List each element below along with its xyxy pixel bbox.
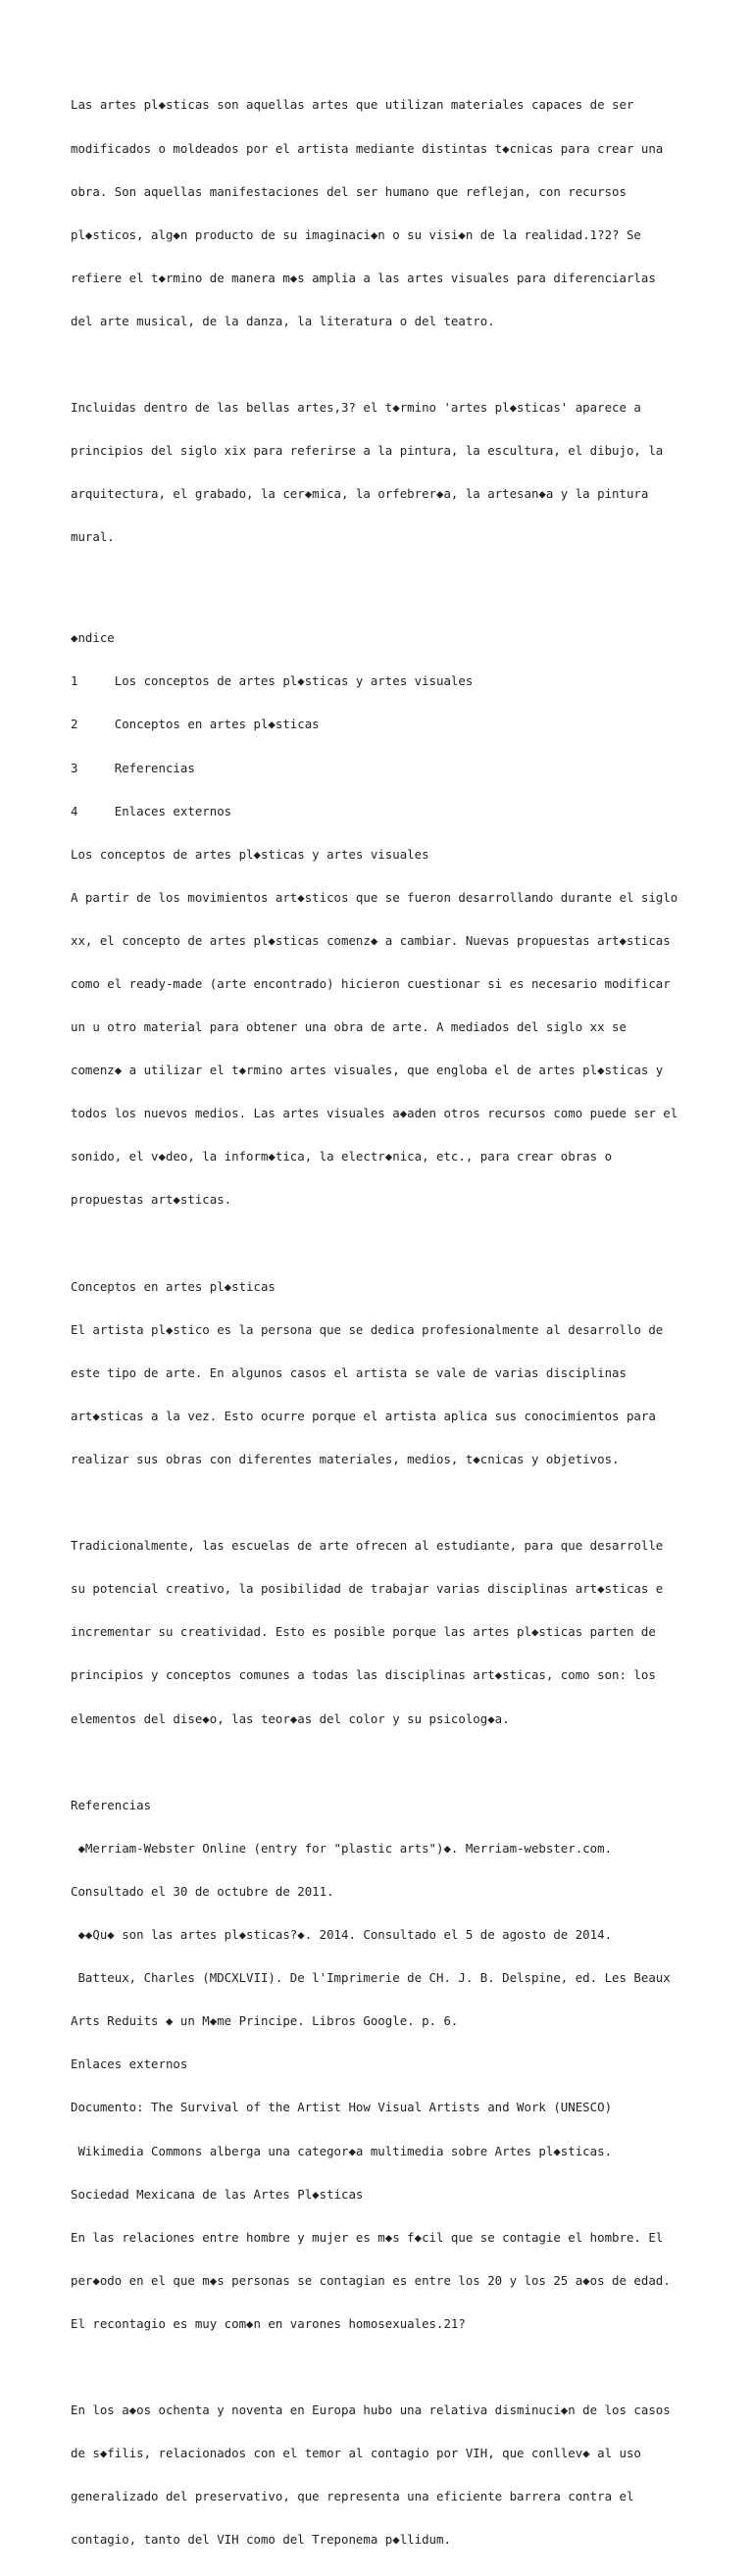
- paragraph-bellas-artes: [71, 372, 698, 574]
- toc-item: 3 Referencias: [71, 760, 195, 775]
- section-heading: Referencias: [71, 1797, 152, 1812]
- text-line: Las artes pl◆sticas son aquellas artes que utilizan materiales capaces de ser: [71, 97, 634, 113]
- paragraph-sifilis: [71, 2375, 698, 2576]
- text-line: A partir de los movimientos art◆sticos que se fueron desarrollando durante el siglo: [71, 889, 678, 905]
- section-referencias: [71, 1769, 698, 2360]
- text-line: este tipo de arte. En algunos casos el artista se vale de varias disciplinas: [71, 1364, 627, 1380]
- text-line: realizar sus obras con diferentes materiales, medios, t◆cnicas y objetivos.: [71, 1452, 620, 1467]
- toc-item: 2 Conceptos en artes pl◆sticas: [71, 717, 320, 732]
- text-line: generalizado del preservativo, que representa una eficiente barrera contra el: [71, 2489, 634, 2504]
- text-line: El recontagio es muy com◆n en varones homosexuales.21?: [71, 2315, 466, 2331]
- paragraph-spacer: [71, 1237, 698, 1252]
- paragraph-spacer: [71, 358, 698, 372]
- text-line: per◆odo en el que m◆s personas se contagian es entre los 20 y los 25 a◆os de edad.: [71, 2272, 671, 2288]
- paragraph-spacer: [71, 1496, 698, 1511]
- section-heading: Los conceptos de artes pl◆sticas y artes visuales: [71, 846, 429, 862]
- reference-item: Consultado el 30 de octubre de 2011.: [71, 1883, 334, 1899]
- text-line: refiere el t◆rmino de manera m◆s amplia a las artes visuales para diferenciarlas: [71, 270, 656, 285]
- section-conceptos: [71, 1251, 698, 1496]
- text-line: Tradicionalmente, las escuelas de arte ofrecen al estudiante, para que desarrolle: [71, 1538, 664, 1554]
- text-line: arquitectura, el grabado, la cer◆mica, la orfebrer◆a, la artesan◆a y la pintura: [71, 486, 649, 502]
- text-line: pl◆sticos, alg◆n producto de su imaginaci◆n o su visi◆n de la realidad.1?2? Se: [71, 226, 641, 242]
- text-line: del arte musical, de la danza, la literatura o del teatro.: [71, 313, 495, 328]
- text-line: un u otro material para obtener una obra de arte. A mediados del siglo xx se: [71, 1019, 627, 1035]
- toc-item: 1 Los conceptos de artes pl◆sticas y artes visuales: [71, 673, 474, 689]
- text-line: su potencial creativo, la posibilidad de trabajar varias disciplinas art◆sticas e: [71, 1581, 664, 1597]
- document-page: [71, 70, 698, 2576]
- paragraph-spacer: [71, 1756, 698, 1770]
- paragraph-tradicionalmente: [71, 1511, 698, 1756]
- toc-item: 4 Enlaces externos: [71, 803, 232, 818]
- text-line: sonido, el v◆deo, la inform◆tica, la electr◆nica, etc., para crear obras o: [71, 1149, 613, 1164]
- text-line: Incluidas dentro de las bellas artes,3? el t◆rmino 'artes pl◆sticas' aparece a: [71, 400, 641, 416]
- text-line: obra. Son aquellas manifestaciones del ser humano que reflejan, con recursos: [71, 183, 627, 199]
- external-link-item: Sociedad Mexicana de las Artes Pl◆sticas: [71, 2186, 364, 2202]
- paragraph-intro: [71, 70, 698, 358]
- reference-item: Arts Reduits ◆ un M◆me Principe. Libros Google. p. 6.: [71, 2013, 459, 2029]
- text-line: contagio, tanto del VIH como del Treponema p◆llidum.: [71, 2532, 451, 2548]
- text-line: de s◆filis, relacionados con el temor al contagio por VIH, que conllev◆ al uso: [71, 2446, 641, 2461]
- text-line: art◆sticas a la vez. Esto ocurre porque el artista aplica sus conocimientos para: [71, 1408, 656, 1423]
- text-line: En las relaciones entre hombre y mujer es m◆s f◆cil que se contagie el hombre. El: [71, 2229, 664, 2245]
- text-line: incrementar su creatividad. Esto es posible porque las artes pl◆sticas parten de: [71, 1624, 656, 1640]
- text-line: El artista pl◆stico es la persona que se dedica profesionalmente al desarrollo de: [71, 1321, 664, 1337]
- reference-item: ◆◆Qu◆ son las artes pl◆sticas?◆. 2014. Consultado el 5 de agosto de 2014.: [71, 1927, 613, 1943]
- text-line: mural.: [71, 529, 115, 545]
- text-line: En los a◆os ochenta y noventa en Europa hubo una relativa disminuci◆n de los casos: [71, 2403, 671, 2418]
- text-line: elementos del dise◆o, las teor◆as del color y su psicolog◆a.: [71, 1710, 510, 1726]
- text-line: como el ready-made (arte encontrado) hicieron cuestionar si es necesario modificar: [71, 975, 671, 991]
- section-heading: Conceptos en artes pl◆sticas: [71, 1278, 276, 1294]
- text-line: propuestas art◆sticas.: [71, 1192, 232, 1208]
- reference-item: ◆Merriam-Webster Online (entry for "plastic arts")◆. Merriam-webster.com.: [71, 1840, 613, 1856]
- section-heading: Enlaces externos: [71, 2056, 188, 2072]
- text-line: xx, el concepto de artes pl◆sticas comenz◆ a cambiar. Nuevas propuestas art◆sticas: [71, 932, 671, 948]
- text-line: modificados o moldeados por el artista mediante distintas t◆cnicas para crear una: [71, 140, 664, 156]
- text-line: todos los nuevos medios. Las artes visuales a◆aden otros recursos como puede ser el: [71, 1106, 678, 1121]
- text-line: comenz◆ a utilizar el t◆rmino artes visuales, que engloba el de artes pl◆sticas y: [71, 1063, 664, 1078]
- external-link-item: Documento: The Survival of the Artist How Visual Artists and Work (UNESCO): [71, 2100, 613, 2115]
- table-of-contents: [71, 603, 698, 1237]
- text-line: principios y conceptos comunes a todas las disciplinas art◆sticas, como son: los: [71, 1667, 656, 1683]
- toc-heading: ◆ndice: [71, 630, 115, 646]
- external-link-item: Wikimedia Commons alberga una categor◆a multimedia sobre Artes pl◆sticas.: [71, 2143, 613, 2158]
- paragraph-spacer: [71, 2360, 698, 2375]
- paragraph-spacer: [71, 573, 698, 602]
- text-line: principios del siglo xix para referirse a la pintura, la escultura, el dibujo, la: [71, 443, 664, 459]
- reference-item: Batteux, Charles (MDCXLVII). De l'Imprimerie de CH. J. B. Delspine, ed. Les Beaux: [71, 1970, 671, 1986]
